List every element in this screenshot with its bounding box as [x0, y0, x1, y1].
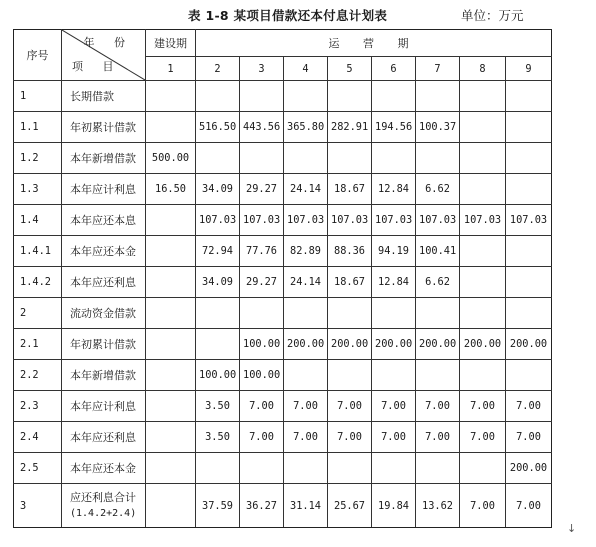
- row-item-name: 本年应还本金: [62, 236, 146, 267]
- value-cell: 100.37: [416, 112, 460, 143]
- value-cell: [460, 267, 506, 298]
- value-cell: 7.00: [506, 391, 552, 422]
- value-cell: 200.00: [506, 453, 552, 484]
- value-cell: 7.00: [416, 422, 460, 453]
- value-cell: 282.91: [328, 112, 372, 143]
- value-cell: [372, 360, 416, 391]
- value-cell: 88.36: [328, 236, 372, 267]
- header-year-1: 1: [146, 57, 196, 81]
- value-cell: [460, 81, 506, 112]
- value-cell: [284, 143, 328, 174]
- value-cell: 82.89: [284, 236, 328, 267]
- table-row: [14, 143, 552, 174]
- value-cell: [506, 360, 552, 391]
- value-cell: 34.09: [196, 267, 240, 298]
- value-cell: 3.50: [196, 422, 240, 453]
- value-cell: 94.19: [372, 236, 416, 267]
- value-cell: [196, 329, 240, 360]
- value-cell: [146, 484, 196, 528]
- value-cell: 7.00: [284, 391, 328, 422]
- row-seq: 1: [14, 81, 62, 112]
- value-cell: 107.03: [460, 205, 506, 236]
- value-cell: 500.00: [146, 143, 196, 174]
- value-cell: 3.50: [196, 391, 240, 422]
- value-cell: 200.00: [416, 329, 460, 360]
- header-year-label: 年 份: [83, 36, 133, 49]
- value-cell: 7.00: [240, 391, 284, 422]
- header-operation: 运 营 期: [196, 30, 552, 57]
- value-cell: 24.14: [284, 174, 328, 205]
- table-row: [14, 236, 552, 267]
- value-cell: 31.14: [284, 484, 328, 528]
- value-cell: [460, 143, 506, 174]
- row-seq: 2: [14, 298, 62, 329]
- value-cell: 100.00: [240, 360, 284, 391]
- value-cell: [416, 453, 460, 484]
- row-item-name: 本年应还利息: [62, 422, 146, 453]
- row-item-name: 本年应还利息: [62, 267, 146, 298]
- value-cell: 6.62: [416, 267, 460, 298]
- row-item-name: 本年应计利息: [62, 174, 146, 205]
- value-cell: [372, 453, 416, 484]
- value-cell: 7.00: [328, 391, 372, 422]
- value-cell: 18.67: [328, 174, 372, 205]
- value-cell: [146, 81, 196, 112]
- table-row: [14, 174, 552, 205]
- row-item-name: 本年新增借款: [62, 143, 146, 174]
- value-cell: [146, 112, 196, 143]
- row-seq: 2.4: [14, 422, 62, 453]
- value-cell: 7.00: [372, 391, 416, 422]
- value-cell: [416, 298, 460, 329]
- value-cell: [506, 81, 552, 112]
- value-cell: 7.00: [460, 391, 506, 422]
- value-cell: 7.00: [328, 422, 372, 453]
- value-cell: 7.00: [372, 422, 416, 453]
- value-cell: [460, 112, 506, 143]
- value-cell: 25.67: [328, 484, 372, 528]
- value-cell: [146, 298, 196, 329]
- row-seq: 3: [14, 484, 62, 528]
- value-cell: 194.56: [372, 112, 416, 143]
- value-cell: [196, 81, 240, 112]
- value-cell: 13.62: [416, 484, 460, 528]
- row-item-name-main: 应还利息合计: [70, 490, 136, 504]
- value-cell: [372, 298, 416, 329]
- value-cell: [372, 143, 416, 174]
- value-cell: [460, 453, 506, 484]
- value-cell: [196, 298, 240, 329]
- unit-label: 单位：万元: [461, 8, 524, 23]
- value-cell: [284, 453, 328, 484]
- value-cell: 107.03: [284, 205, 328, 236]
- value-cell: 107.03: [372, 205, 416, 236]
- value-cell: [146, 267, 196, 298]
- header-year-8: 8: [460, 57, 506, 81]
- value-cell: 100.41: [416, 236, 460, 267]
- value-cell: 18.67: [328, 267, 372, 298]
- value-cell: 36.27: [240, 484, 284, 528]
- value-cell: 34.09: [196, 174, 240, 205]
- value-cell: [416, 143, 460, 174]
- row-seq: 1.2: [14, 143, 62, 174]
- value-cell: 7.00: [506, 484, 552, 528]
- value-cell: 200.00: [460, 329, 506, 360]
- row-item-name: 本年应计利息: [62, 391, 146, 422]
- value-cell: [196, 453, 240, 484]
- value-cell: [146, 236, 196, 267]
- value-cell: 107.03: [196, 205, 240, 236]
- value-cell: [506, 267, 552, 298]
- value-cell: 72.94: [196, 236, 240, 267]
- value-cell: [416, 360, 460, 391]
- value-cell: [146, 329, 196, 360]
- row-item-name: 流动资金借款: [62, 298, 146, 329]
- value-cell: [460, 298, 506, 329]
- row-seq: 1.1: [14, 112, 62, 143]
- row-item-name: 本年应还本息: [62, 205, 146, 236]
- header-year-3: 3: [240, 57, 284, 81]
- header-item-label: 项 目: [72, 60, 122, 73]
- row-item-name: 年初累计借款: [62, 112, 146, 143]
- value-cell: [328, 360, 372, 391]
- value-cell: 24.14: [284, 267, 328, 298]
- table-row: [14, 267, 552, 298]
- value-cell: [460, 236, 506, 267]
- value-cell: [284, 81, 328, 112]
- value-cell: 107.03: [416, 205, 460, 236]
- header-year-6: 6: [372, 57, 416, 81]
- value-cell: 7.00: [284, 422, 328, 453]
- table-row: [14, 81, 552, 112]
- row-item-name: 年初累计借款: [62, 329, 146, 360]
- value-cell: [328, 298, 372, 329]
- row-seq: 1.4.1: [14, 236, 62, 267]
- value-cell: 100.00: [196, 360, 240, 391]
- value-cell: 37.59: [196, 484, 240, 528]
- value-cell: 7.00: [460, 484, 506, 528]
- row-item-name: [62, 484, 146, 528]
- value-cell: [284, 298, 328, 329]
- value-cell: 12.84: [372, 267, 416, 298]
- value-cell: 107.03: [328, 205, 372, 236]
- value-cell: [240, 81, 284, 112]
- value-cell: [146, 360, 196, 391]
- header-diagonal-cell: [62, 30, 146, 81]
- value-cell: [146, 391, 196, 422]
- value-cell: [146, 453, 196, 484]
- value-cell: 29.27: [240, 174, 284, 205]
- value-cell: [284, 360, 328, 391]
- table-row: [14, 205, 552, 236]
- value-cell: [372, 81, 416, 112]
- row-item-name-formula: (1.4.2+2.4): [70, 507, 137, 519]
- repayment-table: [13, 29, 552, 528]
- value-cell: 12.84: [372, 174, 416, 205]
- value-cell: [196, 143, 240, 174]
- table-row: [14, 484, 552, 528]
- table-row: [14, 453, 552, 484]
- table-row: [14, 360, 552, 391]
- value-cell: [460, 174, 506, 205]
- value-cell: [146, 205, 196, 236]
- value-cell: 7.00: [460, 422, 506, 453]
- row-item-name: 长期借款: [62, 81, 146, 112]
- value-cell: 107.03: [506, 205, 552, 236]
- value-cell: 100.00: [240, 329, 284, 360]
- header-construction: 建设期: [146, 30, 196, 57]
- value-cell: 29.27: [240, 267, 284, 298]
- table-row: [14, 391, 552, 422]
- value-cell: 7.00: [240, 422, 284, 453]
- value-cell: 77.76: [240, 236, 284, 267]
- header-year-7: 7: [416, 57, 460, 81]
- row-seq: 2.1: [14, 329, 62, 360]
- value-cell: [506, 112, 552, 143]
- value-cell: 7.00: [506, 422, 552, 453]
- value-cell: 6.62: [416, 174, 460, 205]
- value-cell: 365.80: [284, 112, 328, 143]
- header-row-1: [14, 30, 552, 57]
- value-cell: [506, 174, 552, 205]
- value-cell: [240, 143, 284, 174]
- value-cell: 19.84: [372, 484, 416, 528]
- value-cell: [506, 298, 552, 329]
- value-cell: [416, 81, 460, 112]
- header-seq: 序号: [14, 30, 62, 81]
- value-cell: 516.50: [196, 112, 240, 143]
- table-row: [14, 422, 552, 453]
- row-seq: 1.4.2: [14, 267, 62, 298]
- row-seq: 1.4: [14, 205, 62, 236]
- value-cell: 200.00: [284, 329, 328, 360]
- value-cell: [460, 360, 506, 391]
- header-year-2: 2: [196, 57, 240, 81]
- row-item-name: 本年应还本金: [62, 453, 146, 484]
- paragraph-return-mark: ↓: [567, 522, 577, 535]
- row-seq: 2.2: [14, 360, 62, 391]
- value-cell: 200.00: [372, 329, 416, 360]
- value-cell: 16.50: [146, 174, 196, 205]
- value-cell: 200.00: [328, 329, 372, 360]
- table-row: [14, 298, 552, 329]
- header-year-9: 9: [506, 57, 552, 81]
- value-cell: [328, 81, 372, 112]
- row-seq: 2.3: [14, 391, 62, 422]
- value-cell: 107.03: [240, 205, 284, 236]
- value-cell: [506, 143, 552, 174]
- header-year-5: 5: [328, 57, 372, 81]
- row-seq: 1.3: [14, 174, 62, 205]
- table-row: [14, 329, 552, 360]
- value-cell: 200.00: [506, 329, 552, 360]
- value-cell: [240, 453, 284, 484]
- header-year-4: 4: [284, 57, 328, 81]
- row-item-name: 本年新增借款: [62, 360, 146, 391]
- value-cell: [146, 422, 196, 453]
- value-cell: 443.56: [240, 112, 284, 143]
- value-cell: [328, 143, 372, 174]
- table-row: [14, 112, 552, 143]
- value-cell: [240, 298, 284, 329]
- row-seq: 2.5: [14, 453, 62, 484]
- table-title: 表 1-8 某项目借款还本付息计划表: [188, 8, 388, 23]
- value-cell: 7.00: [416, 391, 460, 422]
- value-cell: [506, 236, 552, 267]
- value-cell: [328, 453, 372, 484]
- table-caption: [0, 6, 596, 24]
